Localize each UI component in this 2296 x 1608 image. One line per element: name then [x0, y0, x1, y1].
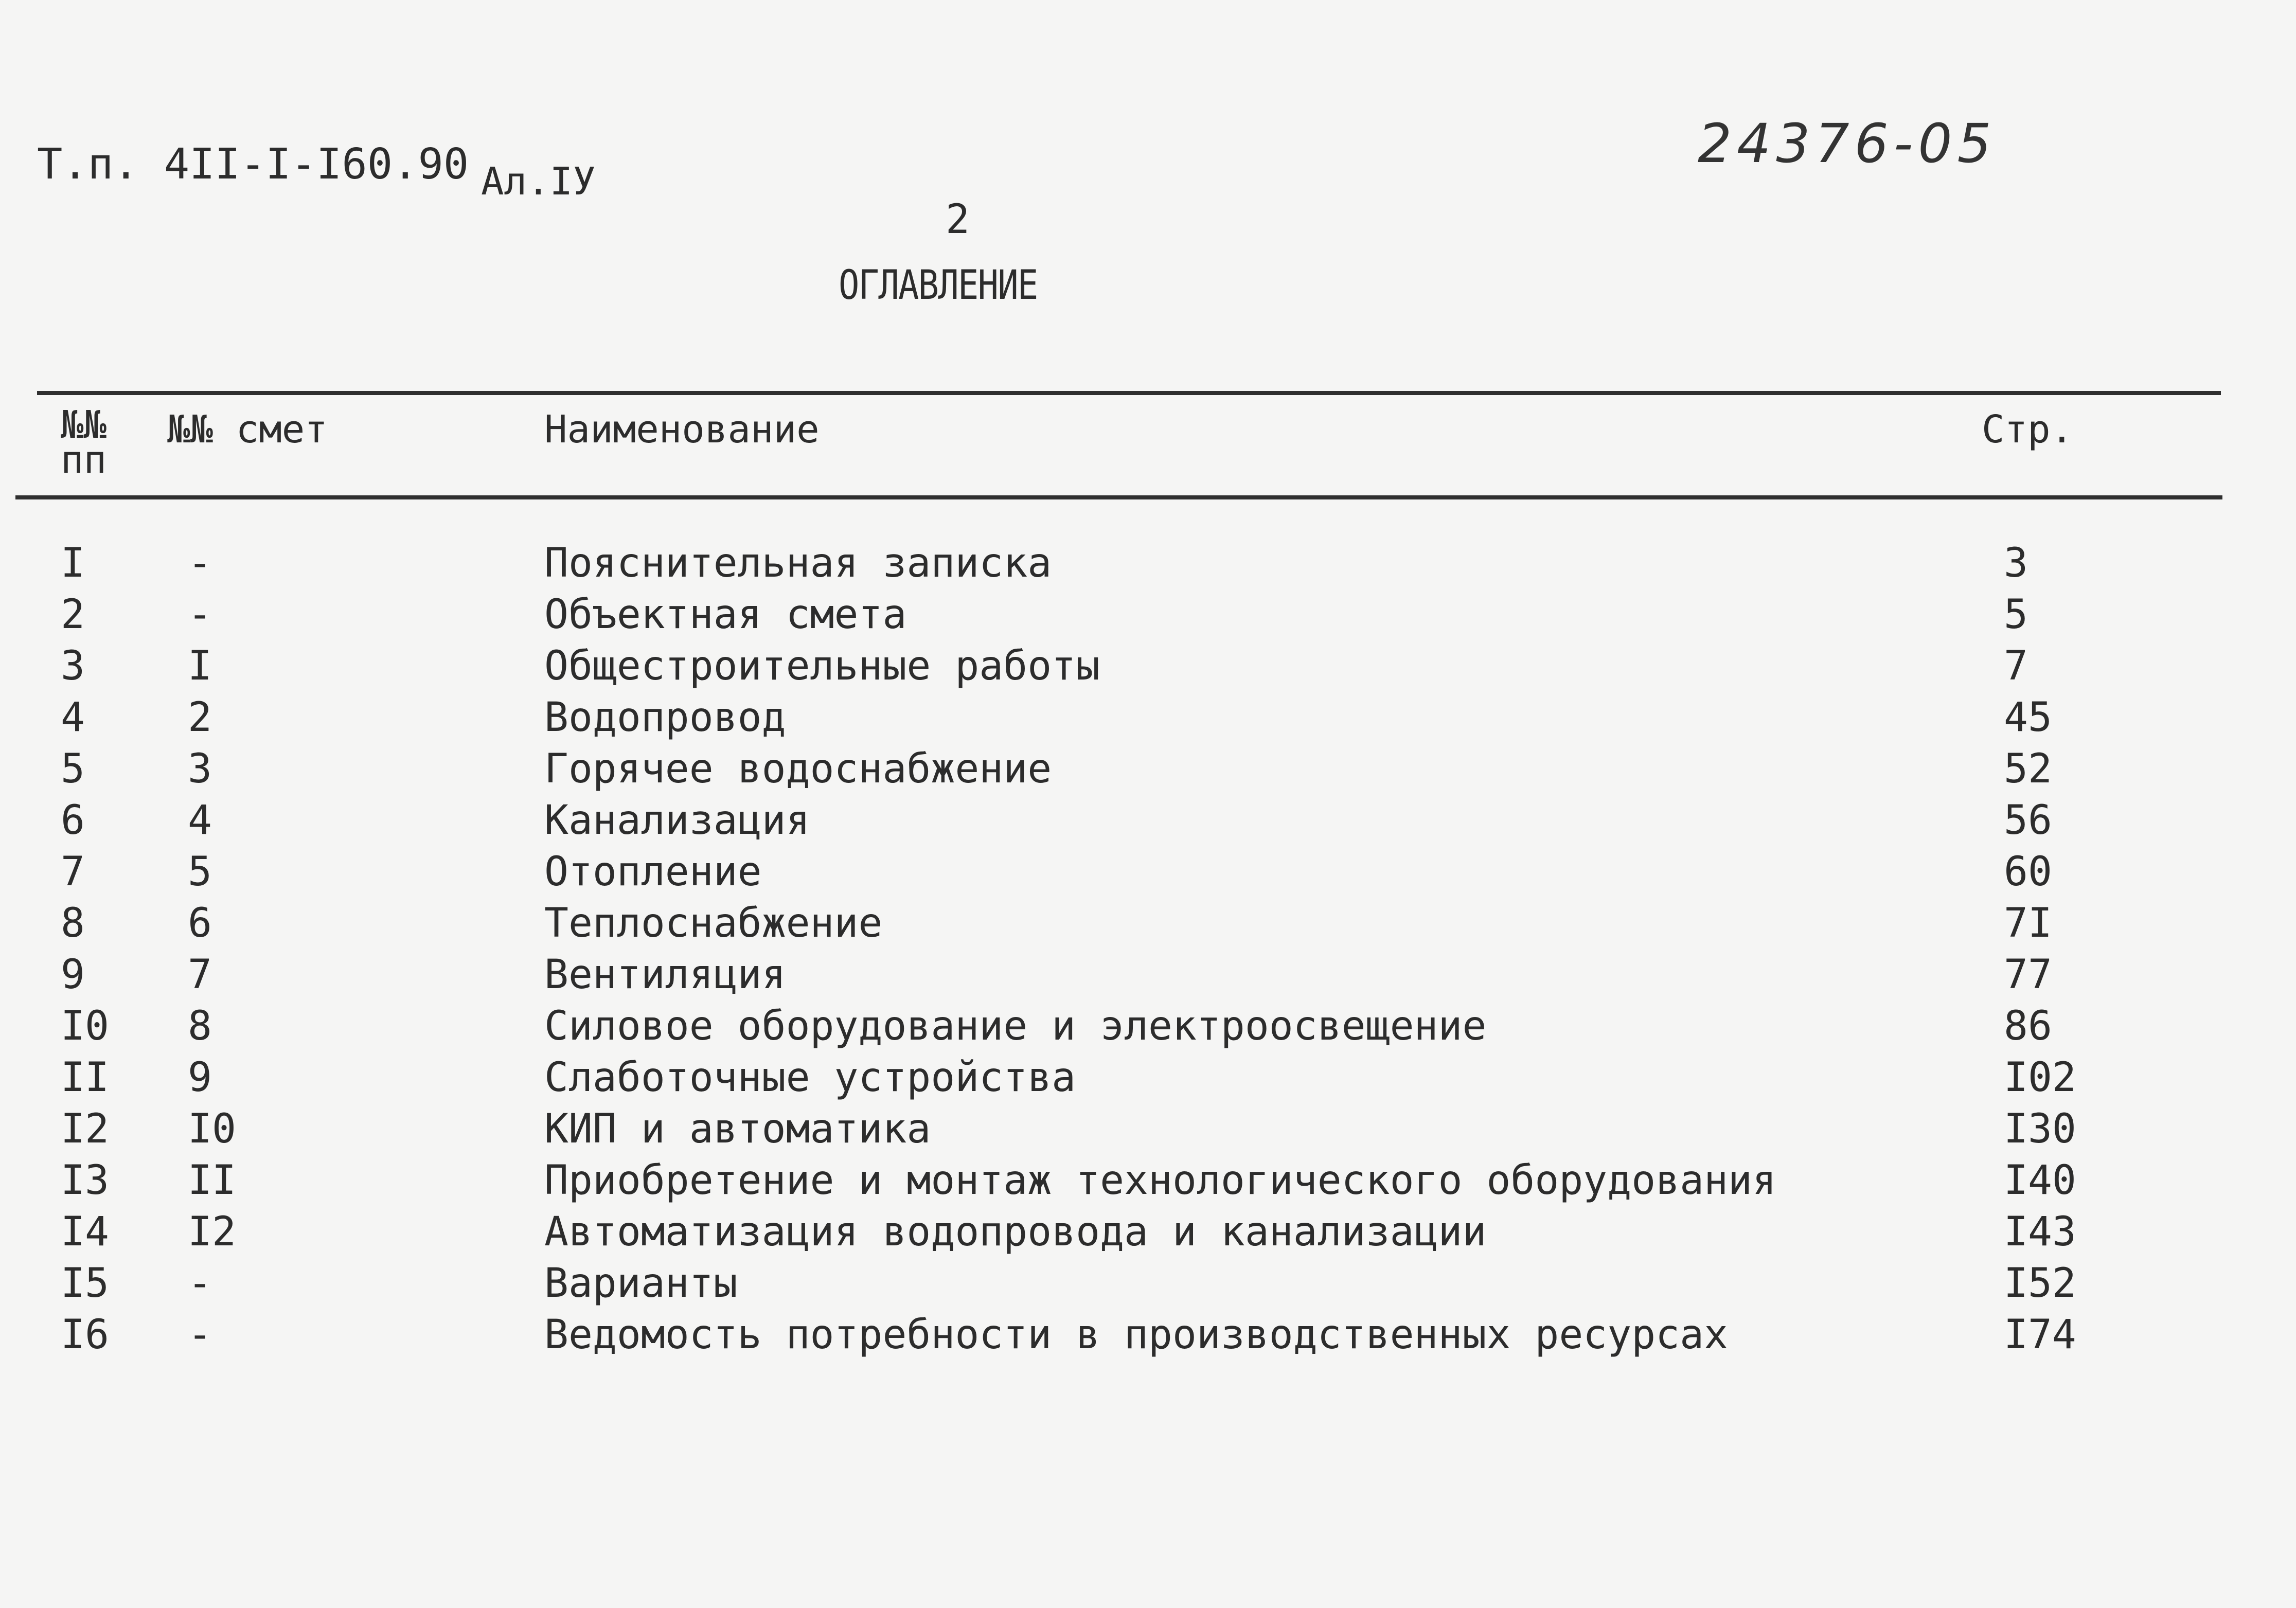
handwritten-inventory-number: 24376-05: [1698, 112, 1997, 175]
row-page: 52: [2004, 746, 2052, 792]
table-row: [0, 592, 2296, 643]
row-name: Пояснительная записка: [544, 540, 1052, 586]
row-page: 60: [2004, 849, 2052, 895]
row-name: КИП и автоматика: [544, 1106, 931, 1152]
table-row: [0, 1055, 2296, 1106]
row-estimate-number: -: [188, 540, 212, 586]
row-number: I3: [61, 1157, 109, 1204]
row-number: 4: [61, 694, 85, 741]
row-estimate-number: -: [188, 1312, 212, 1358]
table-row: [0, 1209, 2296, 1260]
row-number: 5: [61, 746, 85, 792]
row-name: Силовое оборудование и электроосвещение: [544, 1003, 1487, 1049]
row-page: 86: [2004, 1003, 2052, 1049]
row-estimate-number: -: [188, 1260, 212, 1307]
row-estimate-number: I: [188, 643, 212, 689]
row-estimate-number: 6: [188, 900, 212, 946]
table-row: [0, 643, 2296, 694]
row-estimate-number: 3: [188, 746, 212, 792]
row-estimate-number: I0: [188, 1106, 236, 1152]
row-name: Приобретение и монтаж технологического оборудования: [544, 1157, 1776, 1204]
contents-table-body: [0, 540, 2296, 1363]
table-row: [0, 1312, 2296, 1363]
table-row: [0, 1157, 2296, 1209]
album-number: Ал.IУ: [481, 159, 596, 204]
row-estimate-number: II: [188, 1157, 236, 1204]
row-page: 77: [2004, 952, 2052, 998]
column-header-name: Наименование: [544, 407, 820, 452]
table-header-rule: [15, 495, 2222, 499]
row-page: 5: [2004, 592, 2028, 638]
row-number: I4: [61, 1209, 109, 1255]
column-header-page: Стр.: [1982, 407, 2074, 452]
row-name: Горячее водоснабжение: [544, 746, 1052, 792]
row-number: 8: [61, 900, 85, 946]
row-estimate-number: 5: [188, 849, 212, 895]
table-row: [0, 1003, 2296, 1055]
table-row: [0, 1260, 2296, 1312]
row-estimate-number: -: [188, 592, 212, 638]
column-header-number-line1: №№: [61, 403, 107, 447]
row-number: 9: [61, 952, 85, 998]
row-name: Водопровод: [544, 694, 786, 741]
row-page: 7I: [2004, 900, 2052, 946]
row-number: 7: [61, 849, 85, 895]
table-row: [0, 694, 2296, 746]
row-number: I: [61, 540, 85, 586]
table-row: [0, 849, 2296, 900]
row-number: 3: [61, 643, 85, 689]
row-name: Ведомость потребности в производственных ресурсах: [544, 1312, 1729, 1358]
row-name: Вентиляция: [544, 952, 786, 998]
row-page: 3: [2004, 540, 2028, 586]
row-page: I40: [2004, 1157, 2076, 1204]
page-title: ОГЛАВЛЕНИЕ: [839, 262, 1038, 309]
table-row: [0, 797, 2296, 849]
row-name: Объектная смета: [544, 592, 907, 638]
row-estimate-number: 9: [188, 1055, 212, 1101]
table-row: [0, 540, 2296, 592]
row-number: I0: [61, 1003, 109, 1049]
table-row: [0, 952, 2296, 1003]
row-number: 6: [61, 797, 85, 844]
row-number: 2: [61, 592, 85, 638]
row-number: I6: [61, 1312, 109, 1358]
row-page: I52: [2004, 1260, 2076, 1307]
row-estimate-number: 8: [188, 1003, 212, 1049]
row-name: Варианты: [544, 1260, 738, 1307]
row-page: I74: [2004, 1312, 2076, 1358]
row-page: I30: [2004, 1106, 2076, 1152]
column-header-estimate: №№ смет: [167, 407, 328, 452]
row-page: 7: [2004, 643, 2028, 689]
row-page: 45: [2004, 694, 2052, 741]
row-name: Слаботочные устройства: [544, 1055, 1076, 1101]
row-number: II: [61, 1055, 109, 1101]
row-name: Автоматизация водопровода и канализации: [544, 1209, 1487, 1255]
column-header-number: [61, 403, 107, 482]
row-page: I43: [2004, 1209, 2076, 1255]
table-row: [0, 1106, 2296, 1157]
row-name: Общестроительные работы: [544, 643, 1100, 689]
row-name: Отопление: [544, 849, 762, 895]
row-estimate-number: 4: [188, 797, 212, 844]
row-estimate-number: 2: [188, 694, 212, 741]
table-top-rule: [37, 391, 2221, 395]
row-number: I5: [61, 1260, 109, 1307]
page-number: 2: [946, 196, 970, 243]
row-estimate-number: 7: [188, 952, 212, 998]
row-estimate-number: I2: [188, 1209, 236, 1255]
table-row: [0, 746, 2296, 797]
row-page: 56: [2004, 797, 2052, 844]
column-header-number-line2: пп: [61, 438, 107, 482]
row-number: I2: [61, 1106, 109, 1152]
row-page: I02: [2004, 1055, 2076, 1101]
row-name: Теплоснабжение: [544, 900, 883, 946]
document-code: Т.п. 4II-I-I60.90: [37, 140, 469, 189]
row-name: Канализация: [544, 797, 810, 844]
table-row: [0, 900, 2296, 952]
